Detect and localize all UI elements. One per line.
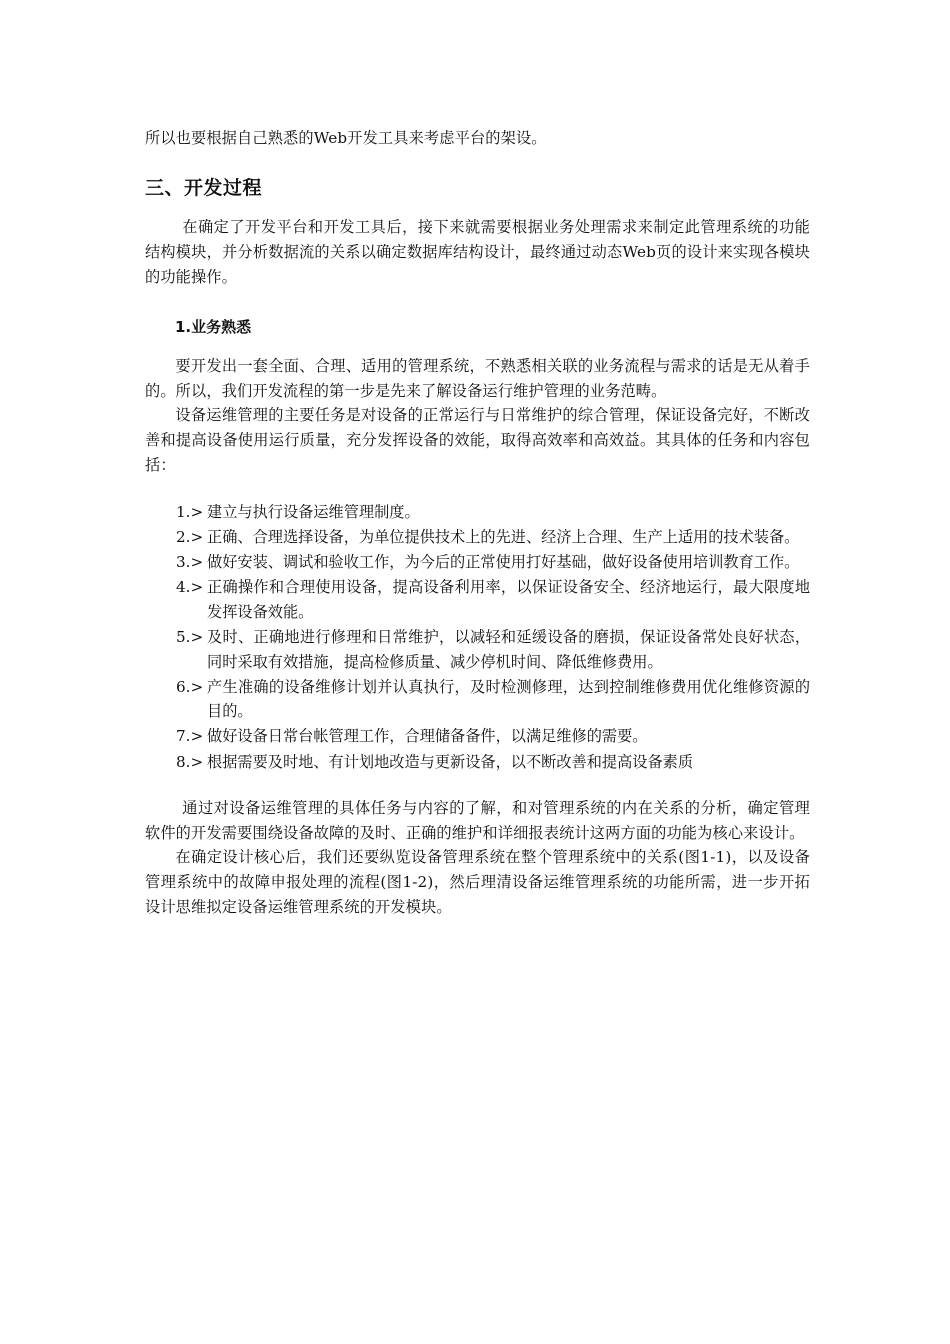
list-item-number: 7.> xyxy=(176,727,204,746)
list-item-text: 正确、合理选择设备，为单位提供技术上的先进、经济上合理、生产上适用的技术装备。 xyxy=(207,528,800,547)
task-list xyxy=(145,500,810,774)
list-item xyxy=(176,575,810,624)
list-item xyxy=(176,675,810,724)
list-item-text: 产生准确的设备维修计划并认真执行，及时检测修理，达到控制维修费用优化维修资源的目的。 xyxy=(207,677,810,721)
body-paragraph-4: 在确定设计核心后，我们还要纵览设备管理系统在整个管理系统中的关系(图1-1)，以及设备管理系统中的故障申报处理的流程(图1-2)，然后理清设备运维管理系统的功能所需，进一步开拓设计思维拟定设备运维管理系统的开发模块。 xyxy=(145,848,810,916)
list-item-text: 做好安装、调试和验收工作，为今后的正常使用打好基础，做好设备使用培训教育工作。 xyxy=(207,553,800,572)
list-item-text: 做好设备日常台帐管理工作，合理储备备件，以满足维修的需要。 xyxy=(207,727,648,746)
list-item-number: 5.> xyxy=(176,628,204,647)
list-item xyxy=(176,625,810,674)
list-item-number: 1.> xyxy=(176,503,204,522)
list-item-text: 正确操作和合理使用设备，提高设备利用率，以保证设备安全、经济地运行，最大限度地发挥设备效能。 xyxy=(207,578,810,621)
list-item-number: 2.> xyxy=(176,528,204,547)
list-item-text: 建立与执行设备运维管理制度。 xyxy=(207,503,420,522)
body-paragraph-3: 通过对设备运维管理的具体任务与内容的了解，和对管理系统的内在关系的分析，确定管理软件的开发需要围绕设备故障的及时、正确的维护和详细报表统计这两方面的功能为核心来设计。 xyxy=(145,799,810,842)
subsection-heading: 1.业务熟悉 xyxy=(175,318,252,337)
list-item-number: 4.> xyxy=(176,578,204,597)
list-item xyxy=(176,550,810,575)
list-item xyxy=(176,750,810,775)
body-paragraph-1: 要开发出一套全面、合理、适用的管理系统，不熟悉相关联的业务流程与需求的话是无从着手的。所以，我们开发流程的第一步是先来了解设备运行维护管理的业务范畴。 xyxy=(145,357,810,400)
section-paragraph: 在确定了开发平台和开发工具后，接下来就需要根据业务处理需求来制定此管理系统的功能结构模块，并分析数据流的关系以确定数据库结构设计，最终通过动态Web页的设计来实现各模块的功能操作。 xyxy=(145,218,810,286)
list-item xyxy=(176,525,810,550)
intro-line: 所以也要根据自己熟悉的Web开发工具来考虑平台的架设。 xyxy=(145,129,547,147)
list-item-number: 6.> xyxy=(176,677,204,696)
list-item-number: 8.> xyxy=(176,752,204,771)
section-heading: 三、开发过程 xyxy=(145,176,263,199)
list-item-text: 及时、正确地进行修理和日常维护，以减轻和延缓设备的磨损，保证设备常处良好状态，同时采取有效措施，提高检修质量、减少停机时间、降低维修费用。 xyxy=(207,628,810,671)
list-item xyxy=(176,500,810,525)
list-item-text: 根据需要及时地、有计划地改造与更新设备，以不断改善和提高设备素质 xyxy=(207,752,693,771)
body-paragraph-2: 设备运维管理的主要任务是对设备的正常运行与日常维护的综合管理，保证设备完好，不断改善和提高设备使用运行质量，充分发挥设备的效能，取得高效率和高效益。其具体的任务和内容包括： xyxy=(145,406,810,474)
document-page xyxy=(145,126,810,919)
list-item-number: 3.> xyxy=(176,553,204,572)
list-item xyxy=(176,724,810,749)
